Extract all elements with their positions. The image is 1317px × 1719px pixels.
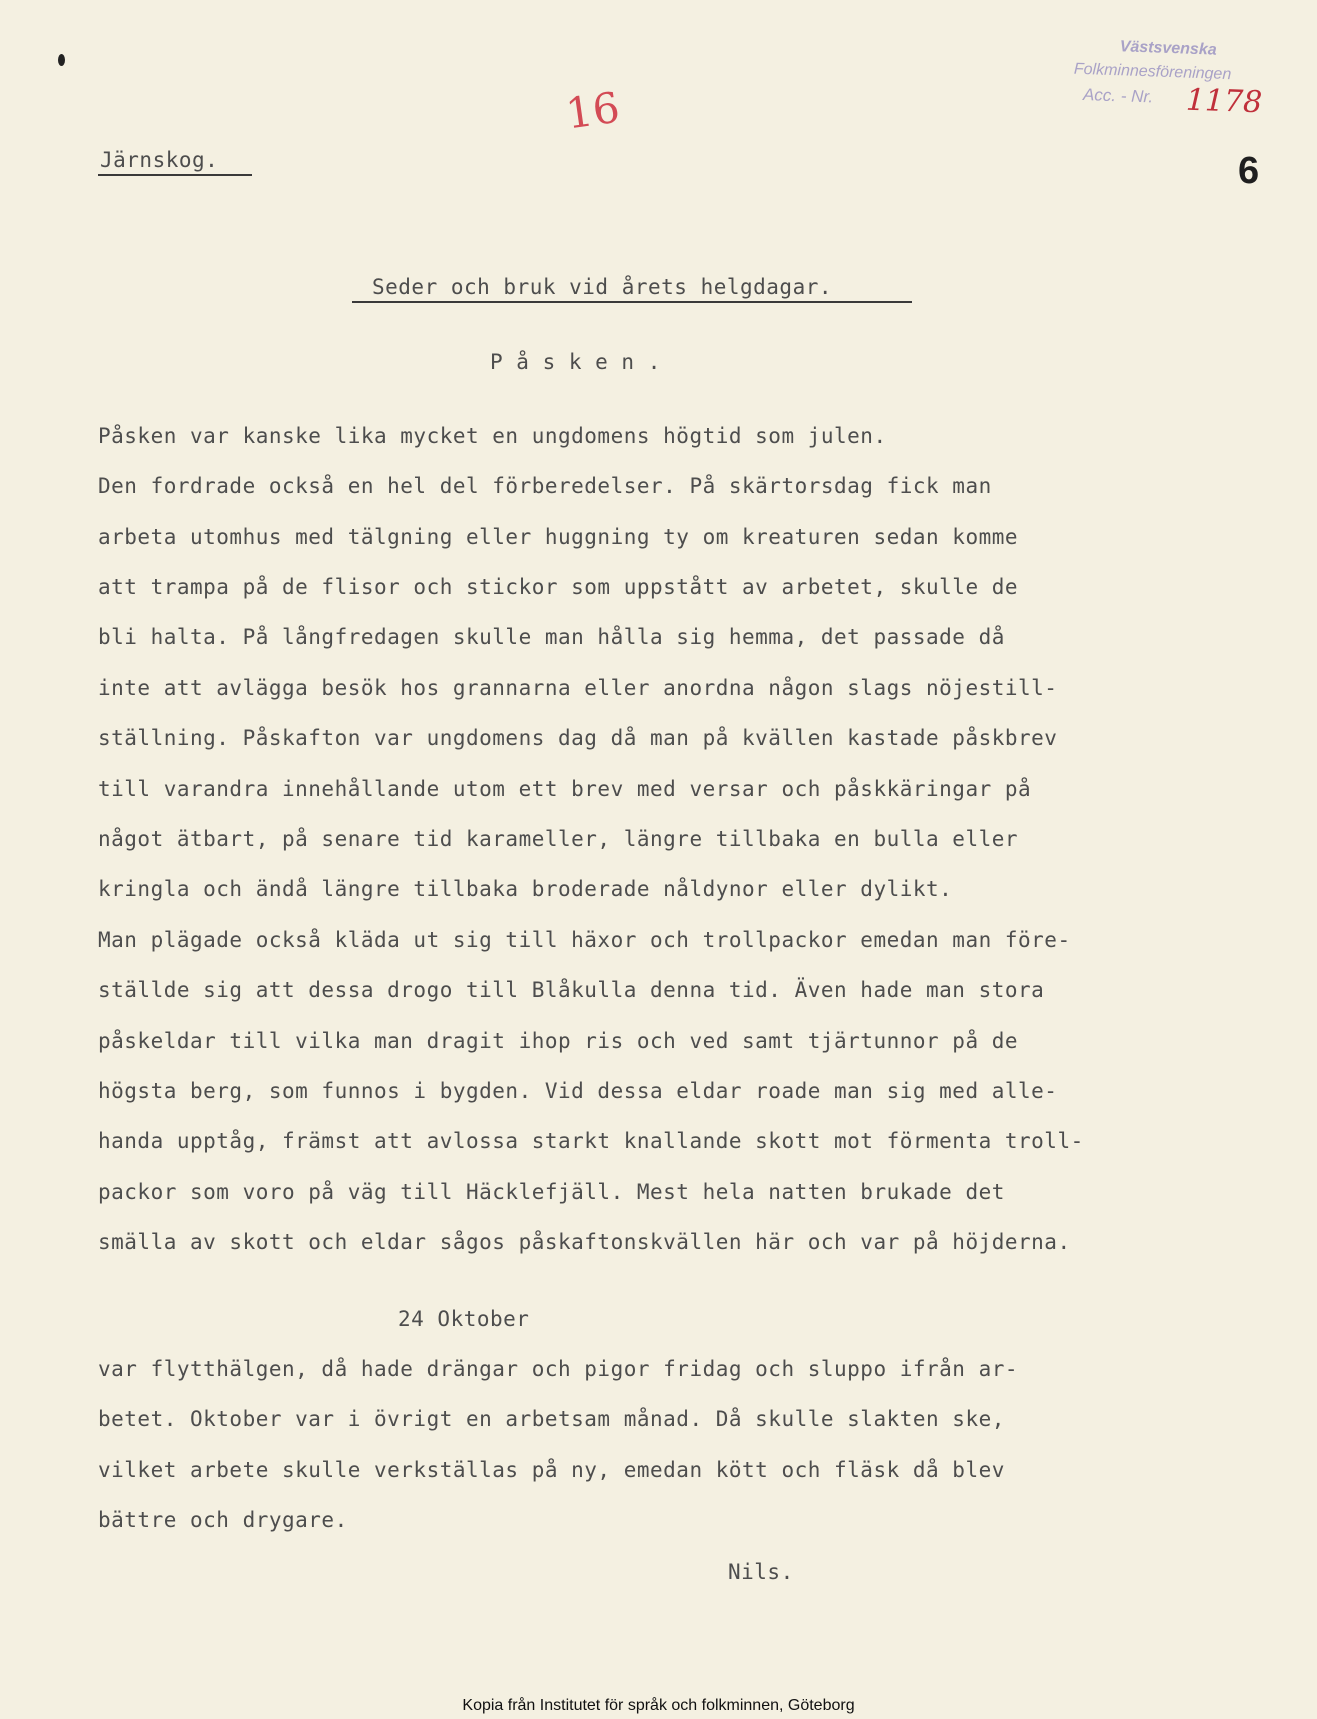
red-handwritten-number: 16 — [562, 82, 623, 139]
text-line: att trampa på de flisor och stickor som uppstått av arbetet, skulle de — [98, 575, 1019, 599]
text-line: ställde sig att dessa drogo till Blåkulla denna tid. Även hade man stora — [98, 978, 1045, 1002]
text-line: inte att avlägga besök hos grannarna eller anordna någon slags nöjestill- — [98, 676, 1058, 700]
text-line: påskeldar till vilka man dragit ihop ris och ved samt tjärtunnor på de — [98, 1029, 1019, 1053]
page-number: 6 — [1238, 150, 1260, 192]
text-line: vilket arbete skulle verkställas på ny, emedan kött och fläsk då blev — [98, 1458, 1005, 1482]
date-heading: 24 Oktober — [398, 1307, 530, 1331]
accession-number: 1178 — [1185, 82, 1263, 121]
text-line: arbeta utomhus med tälgning eller huggning ty om kreaturen sedan komme — [98, 525, 1019, 549]
text-line: bättre och drygare. — [98, 1508, 348, 1532]
title-underline — [352, 301, 912, 303]
archive-stamp — [1070, 37, 1270, 121]
place-name: Järnskog. — [100, 148, 219, 172]
archive-footer: Kopia från Institutet för språk och folkminnen, Göteborg — [462, 1697, 855, 1714]
text-line: betet. Oktober var i övrigt en arbetsam månad. Då skulle slakten ske, — [98, 1407, 1005, 1431]
text-line: var flytthälgen, då hade drängar och pigor fridag och sluppo ifrån ar- — [98, 1357, 1019, 1381]
text-line: till varandra innehållande utom ett brev med versar och påskkäringar på — [98, 777, 1032, 801]
text-line: handa upptåg, främst att avlossa starkt knallande skott mot förmenta troll- — [98, 1129, 1084, 1153]
text-line: ställning. Påskafton var ungdomens dag då man på kvällen kastade påskbrev — [98, 726, 1058, 750]
stamp-line-1: Västsvenska — [1119, 38, 1217, 59]
text-line: Den fordrade också en hel del förberedelser. På skärtorsdag fick man — [98, 474, 992, 498]
signature: Nils. — [728, 1560, 794, 1584]
stamp-line-2: Folkminnesföreningen — [1073, 60, 1232, 84]
text-line: Man plägade också kläda ut sig till häxor och trollpackor emedan man före- — [98, 928, 1071, 952]
text-line: smälla av skott och eldar sågos påskaftonskvällen här och var på höjderna. — [98, 1230, 1071, 1254]
document-title: Seder och bruk vid årets helgdagar. — [372, 275, 833, 299]
text-line: packor som voro på väg till Häcklefjäll. Mest hela natten brukade det — [98, 1180, 1005, 1204]
text-line: kringla och ändå längre tillbaka broderade nåldynor eller dylikt. — [98, 877, 953, 901]
text-line: Påsken var kanske lika mycket en ungdomens högtid som julen. — [98, 424, 887, 448]
ink-dot — [58, 54, 65, 66]
place-underline — [98, 174, 252, 176]
text-line: något ätbart, på senare tid karameller, längre tillbaka en bulla eller — [98, 827, 1019, 851]
text-line: bli halta. På långfredagen skulle man hålla sig hemma, det passade då — [98, 625, 1005, 649]
text-line: högsta berg, som funnos i bygden. Vid dessa eldar roade man sig med alle- — [98, 1079, 1058, 1103]
section-heading: P å s k e n . — [490, 350, 661, 374]
stamp-line-3: Acc. - Nr. — [1082, 85, 1154, 107]
